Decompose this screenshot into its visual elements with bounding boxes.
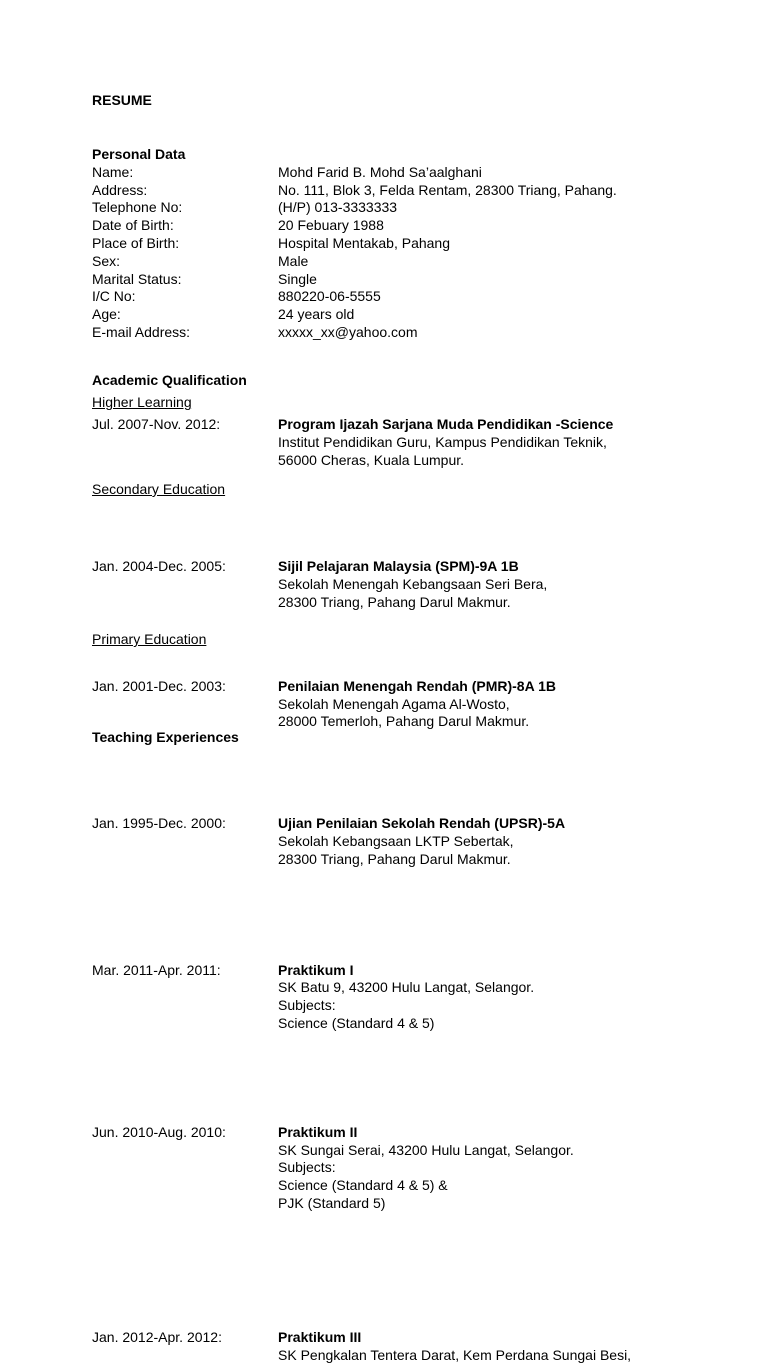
field-value: 880220-06-5555: [278, 288, 381, 305]
personal-data-section: [92, 146, 692, 342]
section-heading-teaching: Teaching Experiences: [92, 729, 239, 745]
personal-row: [92, 182, 692, 200]
personal-row: [92, 324, 692, 342]
entry-line: Science (Standard 4 & 5) &: [278, 1177, 448, 1194]
education-entry: [92, 815, 692, 868]
teaching-entry: [92, 962, 692, 1033]
personal-row: [92, 199, 692, 217]
section-heading-personal: Personal Data: [92, 146, 186, 162]
field-label: Sex:: [92, 252, 121, 269]
field-label: E-mail Address:: [92, 323, 191, 340]
field-value: Hospital Mentakab, Pahang: [278, 234, 450, 251]
field-value: Male: [278, 252, 309, 269]
field-value: No. 111, Blok 3, Felda Rentam, 28300 Triang, Pahang.: [278, 181, 617, 198]
entry-line: 28300 Triang, Pahang Darul Makmur.: [278, 593, 511, 610]
entry-line: Subjects:: [278, 1159, 336, 1176]
entry-date: Jan. 2012-Apr. 2012:: [92, 1328, 222, 1345]
entry-line: 28000 Temerloh, Pahang Darul Makmur.: [278, 713, 530, 730]
entry-date: Jan. 2004-Dec. 2005:: [92, 558, 226, 575]
entry-title: Program Ijazah Sarjana Muda Pendidikan -Science: [278, 416, 614, 432]
field-label: Place of Birth:: [92, 234, 180, 251]
entry-date: Jun. 2010-Aug. 2010:: [92, 1123, 226, 1140]
entry-title: Ujian Penilaian Sekolah Rendah (UPSR)-5A: [278, 815, 566, 832]
entry-title: Penilaian Menengah Rendah (PMR)-8A 1B: [278, 677, 556, 694]
document-title: RESUME: [92, 92, 152, 108]
field-value: (H/P) 013-3333333: [278, 199, 398, 216]
personal-row: [92, 164, 692, 182]
entry-line: PJK (Standard 5): [278, 1194, 386, 1211]
field-label: Name:: [92, 163, 134, 180]
field-label: Marital Status:: [92, 270, 182, 287]
entry-line: Subjects:: [278, 997, 336, 1014]
personal-row: [92, 217, 692, 235]
personal-row: [92, 306, 692, 324]
field-label: Date of Birth:: [92, 217, 174, 234]
education-entry: [92, 678, 692, 731]
field-value: 20 Febuary 1988: [278, 217, 384, 234]
entry-title: Praktikum III: [278, 1328, 362, 1345]
field-label: Age:: [92, 306, 121, 323]
section-heading-academic: Academic Qualification: [92, 372, 247, 388]
field-value: xxxxx_xx@yahoo.com: [278, 323, 418, 340]
entry-date: Mar. 2011-Apr. 2011:: [92, 961, 221, 978]
entry-title: Praktikum I: [278, 961, 354, 978]
field-value: Mohd Farid B. Mohd Sa’aalghani: [278, 163, 482, 180]
entry-line: SK Sungai Serai, 43200 Hulu Langat, Selangor.: [278, 1141, 574, 1158]
entry-line: 28300 Triang, Pahang Darul Makmur.: [278, 850, 511, 867]
entry-line: Sekolah Kebangsaan LKTP Sebertak,: [278, 832, 514, 849]
entry-line: Institut Pendidikan Guru, Kampus Pendidikan Teknik,: [278, 433, 607, 450]
personal-row: [92, 288, 692, 306]
field-label: Telephone No:: [92, 199, 183, 216]
personal-row: [92, 271, 692, 289]
personal-row: [92, 253, 692, 271]
field-value: 24 years old: [278, 306, 355, 323]
education-entry: [92, 416, 692, 469]
subheading-primary-education: Primary Education: [92, 631, 207, 647]
entry-line: SK Pengkalan Tentera Darat, Kem Perdana Sungai Besi,: [278, 1346, 632, 1363]
field-label: I/C No:: [92, 288, 136, 305]
entry-line: Sekolah Menengah Kebangsaan Seri Bera,: [278, 576, 548, 593]
education-entry: [92, 558, 692, 611]
entry-line: Sekolah Menengah Agama Al-Wosto,: [278, 695, 510, 712]
field-label: Address:: [92, 181, 148, 198]
entry-date: Jul. 2007-Nov. 2012:: [92, 416, 221, 432]
teaching-entry: [92, 1124, 692, 1213]
field-value: Single: [278, 270, 317, 287]
entry-title: Sijil Pelajaran Malaysia (SPM)-9A 1B: [278, 558, 519, 575]
entry-line: Science (Standard 4 & 5): [278, 1014, 435, 1031]
subheading-higher-learning: Higher Learning: [92, 394, 192, 410]
entry-date: Jan. 1995-Dec. 2000:: [92, 815, 226, 832]
teaching-entry: [92, 1329, 692, 1364]
subheading-secondary-education: Secondary Education: [92, 481, 226, 497]
entry-date: Jan. 2001-Dec. 2003:: [92, 677, 226, 694]
personal-row: [92, 235, 692, 253]
entry-title: Praktikum II: [278, 1123, 358, 1140]
entry-line: 56000 Cheras, Kuala Lumpur.: [278, 451, 465, 468]
entry-line: SK Batu 9, 43200 Hulu Langat, Selangor.: [278, 979, 535, 996]
